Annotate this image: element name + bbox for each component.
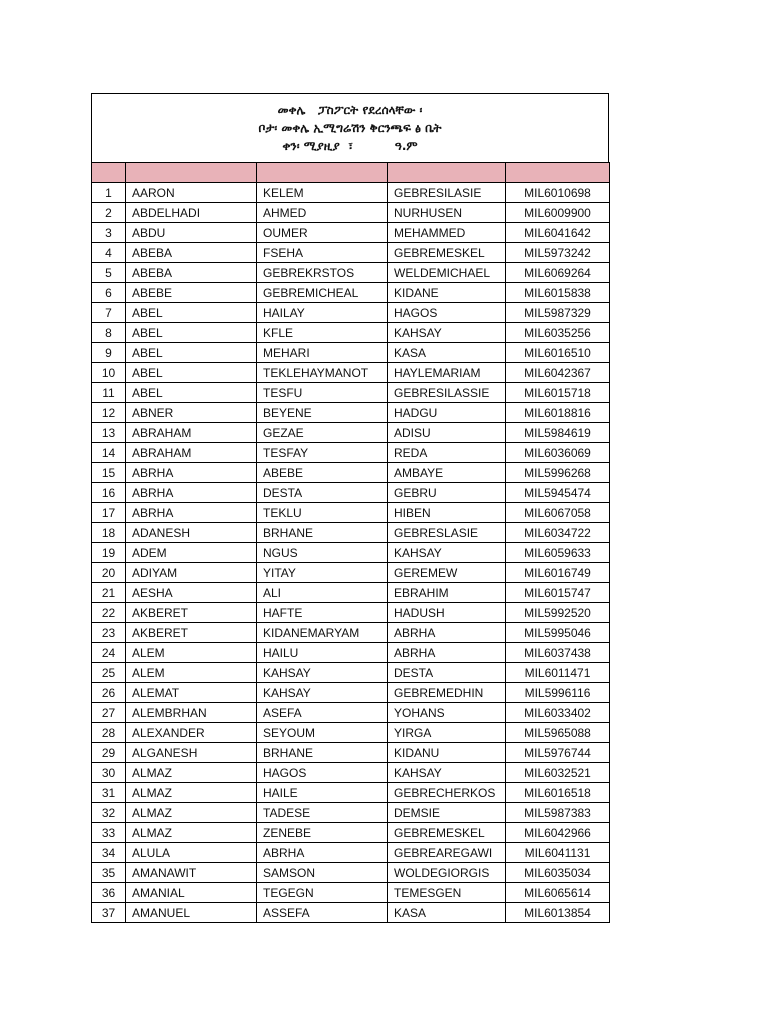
passport-id: MIL6067058 — [506, 503, 610, 523]
passport-id: MIL6009900 — [506, 203, 610, 223]
row-number: 34 — [92, 843, 126, 863]
passport-list-document — [91, 93, 609, 923]
table-row — [92, 863, 610, 883]
passport-id: MIL5996268 — [506, 463, 610, 483]
passport-id: MIL6032521 — [506, 763, 610, 783]
row-number: 29 — [92, 743, 126, 763]
first-name: ABEBE — [126, 283, 257, 303]
first-name: ABRHA — [126, 463, 257, 483]
table-row — [92, 283, 610, 303]
table-row — [92, 603, 610, 623]
first-name: ALGANESH — [126, 743, 257, 763]
grandfather-name: GEBRESLASIE — [388, 523, 506, 543]
father-name: ASSEFA — [257, 903, 388, 923]
grandfather-name: HAGOS — [388, 303, 506, 323]
passport-id: MIL6065614 — [506, 883, 610, 903]
passport-id: MIL6016510 — [506, 343, 610, 363]
table-row — [92, 523, 610, 543]
passport-id: MIL6015718 — [506, 383, 610, 403]
grandfather-name: WELDEMICHAEL — [388, 263, 506, 283]
father-name: GEZAE — [257, 423, 388, 443]
father-name: TESFU — [257, 383, 388, 403]
first-name: ABNER — [126, 403, 257, 423]
row-number: 8 — [92, 323, 126, 343]
father-name: KELEM — [257, 183, 388, 203]
header-cell — [126, 163, 257, 183]
table-row — [92, 803, 610, 823]
passport-id: MIL6036069 — [506, 443, 610, 463]
row-number: 27 — [92, 703, 126, 723]
father-name: NGUS — [257, 543, 388, 563]
first-name: AMANIAL — [126, 883, 257, 903]
father-name: TEGEGN — [257, 883, 388, 903]
passport-id: MIL6018816 — [506, 403, 610, 423]
row-number: 32 — [92, 803, 126, 823]
father-name: TADESE — [257, 803, 388, 823]
grandfather-name: GEBREMESKEL — [388, 243, 506, 263]
first-name: ADEM — [126, 543, 257, 563]
row-number: 17 — [92, 503, 126, 523]
father-name: GEBREMICHEAL — [257, 283, 388, 303]
father-name: HAILU — [257, 643, 388, 663]
father-name: BEYENE — [257, 403, 388, 423]
table-row — [92, 223, 610, 243]
header-title: መቀሌ ፓስፖርት የደረሰላቸው ፡ — [277, 103, 423, 117]
first-name: ABDU — [126, 223, 257, 243]
first-name: ALEMBRHAN — [126, 703, 257, 723]
row-number: 2 — [92, 203, 126, 223]
grandfather-name: HADUSH — [388, 603, 506, 623]
header-location: ቦታ፡ መቀሌ ኢሚግሬሽን ቅርንጫፍ ፅ ቤት — [258, 121, 442, 135]
header-cell — [506, 163, 610, 183]
table-row — [92, 903, 610, 923]
first-name: AESHA — [126, 583, 257, 603]
table-header-row — [92, 163, 610, 183]
table-row — [92, 883, 610, 903]
first-name: ABEL — [126, 363, 257, 383]
table-row — [92, 763, 610, 783]
father-name: FSEHA — [257, 243, 388, 263]
father-name: AHMED — [257, 203, 388, 223]
passport-id: MIL5976744 — [506, 743, 610, 763]
father-name: TEKLEHAYMANOT — [257, 363, 388, 383]
document-header — [91, 93, 609, 162]
grandfather-name: GEBRECHERKOS — [388, 783, 506, 803]
table-row — [92, 583, 610, 603]
first-name: ABRHA — [126, 483, 257, 503]
row-number: 1 — [92, 183, 126, 203]
table-row — [92, 383, 610, 403]
recipients-table — [91, 162, 610, 923]
grandfather-name: GEBRESILASIE — [388, 183, 506, 203]
passport-id: MIL6035034 — [506, 863, 610, 883]
first-name: ALEM — [126, 643, 257, 663]
grandfather-name: ABRHA — [388, 643, 506, 663]
grandfather-name: DESTA — [388, 663, 506, 683]
passport-id: MIL6010698 — [506, 183, 610, 203]
first-name: ABDELHADI — [126, 203, 257, 223]
first-name: ADIYAM — [126, 563, 257, 583]
father-name: YITAY — [257, 563, 388, 583]
row-number: 28 — [92, 723, 126, 743]
first-name: ALEM — [126, 663, 257, 683]
grandfather-name: ABRHA — [388, 623, 506, 643]
father-name: HAFTE — [257, 603, 388, 623]
father-name: HAILAY — [257, 303, 388, 323]
grandfather-name: KAHSAY — [388, 763, 506, 783]
grandfather-name: TEMESGEN — [388, 883, 506, 903]
passport-id: MIL5987329 — [506, 303, 610, 323]
row-number: 19 — [92, 543, 126, 563]
table-row — [92, 363, 610, 383]
first-name: ABRAHAM — [126, 443, 257, 463]
father-name: DESTA — [257, 483, 388, 503]
table-row — [92, 323, 610, 343]
passport-id: MIL6035256 — [506, 323, 610, 343]
grandfather-name: GEBREAREGAWI — [388, 843, 506, 863]
passport-id: MIL5984619 — [506, 423, 610, 443]
grandfather-name: GEBRESILASSIE — [388, 383, 506, 403]
first-name: ABEL — [126, 343, 257, 363]
first-name: ALMAZ — [126, 803, 257, 823]
table-row — [92, 683, 610, 703]
passport-id: MIL5996116 — [506, 683, 610, 703]
row-number: 16 — [92, 483, 126, 503]
father-name: BRHANE — [257, 523, 388, 543]
table-row — [92, 403, 610, 423]
row-number: 12 — [92, 403, 126, 423]
row-number: 10 — [92, 363, 126, 383]
table-row — [92, 703, 610, 723]
father-name: ABEBE — [257, 463, 388, 483]
grandfather-name: ADISU — [388, 423, 506, 443]
passport-id: MIL6069264 — [506, 263, 610, 283]
row-number: 9 — [92, 343, 126, 363]
first-name: AARON — [126, 183, 257, 203]
table-row — [92, 843, 610, 863]
row-number: 18 — [92, 523, 126, 543]
grandfather-name: HIBEN — [388, 503, 506, 523]
table-row — [92, 503, 610, 523]
father-name: KAHSAY — [257, 683, 388, 703]
row-number: 4 — [92, 243, 126, 263]
passport-id: MIL6041642 — [506, 223, 610, 243]
table-row — [92, 243, 610, 263]
father-name: BRHANE — [257, 743, 388, 763]
grandfather-name: KIDANE — [388, 283, 506, 303]
row-number: 30 — [92, 763, 126, 783]
table-row — [92, 743, 610, 763]
first-name: ALEMAT — [126, 683, 257, 703]
row-number: 31 — [92, 783, 126, 803]
first-name: ADANESH — [126, 523, 257, 543]
father-name: TESFAY — [257, 443, 388, 463]
grandfather-name: EBRAHIM — [388, 583, 506, 603]
grandfather-name: KASA — [388, 903, 506, 923]
table-row — [92, 203, 610, 223]
table-row — [92, 543, 610, 563]
father-name: KAHSAY — [257, 663, 388, 683]
father-name: ASEFA — [257, 703, 388, 723]
passport-id: MIL6015747 — [506, 583, 610, 603]
grandfather-name: DEMSIE — [388, 803, 506, 823]
grandfather-name: KAHSAY — [388, 323, 506, 343]
table-row — [92, 463, 610, 483]
passport-id: MIL6059633 — [506, 543, 610, 563]
father-name: HAILE — [257, 783, 388, 803]
row-number: 35 — [92, 863, 126, 883]
passport-id: MIL5987383 — [506, 803, 610, 823]
table-row — [92, 623, 610, 643]
grandfather-name: MEHAMMED — [388, 223, 506, 243]
father-name: TEKLU — [257, 503, 388, 523]
passport-id: MIL5945474 — [506, 483, 610, 503]
table-row — [92, 723, 610, 743]
row-number: 22 — [92, 603, 126, 623]
grandfather-name: NURHUSEN — [388, 203, 506, 223]
grandfather-name: GEBRU — [388, 483, 506, 503]
father-name: SEYOUM — [257, 723, 388, 743]
father-name: GEBREKRSTOS — [257, 263, 388, 283]
father-name: HAGOS — [257, 763, 388, 783]
row-number: 36 — [92, 883, 126, 903]
grandfather-name: KASA — [388, 343, 506, 363]
passport-id: MIL6042966 — [506, 823, 610, 843]
grandfather-name: WOLDEGIORGIS — [388, 863, 506, 883]
header-cell — [257, 163, 388, 183]
passport-id: MIL6037438 — [506, 643, 610, 663]
grandfather-name: GEBREMEDHIN — [388, 683, 506, 703]
first-name: AMANAWIT — [126, 863, 257, 883]
table-row — [92, 643, 610, 663]
row-number: 21 — [92, 583, 126, 603]
row-number: 20 — [92, 563, 126, 583]
father-name: ALI — [257, 583, 388, 603]
grandfather-name: YIRGA — [388, 723, 506, 743]
passport-id: MIL6013854 — [506, 903, 610, 923]
grandfather-name: GEBREMESKEL — [388, 823, 506, 843]
table-row — [92, 563, 610, 583]
father-name: MEHARI — [257, 343, 388, 363]
grandfather-name: KAHSAY — [388, 543, 506, 563]
row-number: 26 — [92, 683, 126, 703]
first-name: AKBERET — [126, 623, 257, 643]
table-row — [92, 263, 610, 283]
passport-id: MIL6033402 — [506, 703, 610, 723]
father-name: ABRHA — [257, 843, 388, 863]
grandfather-name: HADGU — [388, 403, 506, 423]
passport-id: MIL6034722 — [506, 523, 610, 543]
table-row — [92, 343, 610, 363]
table-row — [92, 183, 610, 203]
first-name: ABEL — [126, 303, 257, 323]
row-number: 24 — [92, 643, 126, 663]
grandfather-name: YOHANS — [388, 703, 506, 723]
row-number: 15 — [92, 463, 126, 483]
passport-id: MIL6015838 — [506, 283, 610, 303]
header-date: ቀን፡ ሚያዚያ ፣ ዓ.ም — [282, 139, 418, 153]
grandfather-name: GEREMEW — [388, 563, 506, 583]
grandfather-name: AMBAYE — [388, 463, 506, 483]
header-cell — [92, 163, 126, 183]
header-cell — [388, 163, 506, 183]
first-name: AKBERET — [126, 603, 257, 623]
row-number: 5 — [92, 263, 126, 283]
row-number: 33 — [92, 823, 126, 843]
row-number: 7 — [92, 303, 126, 323]
passport-id: MIL5973242 — [506, 243, 610, 263]
first-name: ABEBA — [126, 243, 257, 263]
first-name: ABEL — [126, 323, 257, 343]
table-row — [92, 823, 610, 843]
father-name: ZENEBE — [257, 823, 388, 843]
grandfather-name: REDA — [388, 443, 506, 463]
row-number: 13 — [92, 423, 126, 443]
first-name: ABEL — [126, 383, 257, 403]
table-row — [92, 783, 610, 803]
row-number: 14 — [92, 443, 126, 463]
row-number: 25 — [92, 663, 126, 683]
passport-id: MIL6016518 — [506, 783, 610, 803]
table-row — [92, 663, 610, 683]
first-name: ALMAZ — [126, 763, 257, 783]
passport-id: MIL6042367 — [506, 363, 610, 383]
grandfather-name: KIDANU — [388, 743, 506, 763]
first-name: ABEBA — [126, 263, 257, 283]
first-name: ALULA — [126, 843, 257, 863]
passport-id: MIL6041131 — [506, 843, 610, 863]
grandfather-name: HAYLEMARIAM — [388, 363, 506, 383]
passport-id: MIL5995046 — [506, 623, 610, 643]
row-number: 3 — [92, 223, 126, 243]
table-row — [92, 443, 610, 463]
father-name: SAMSON — [257, 863, 388, 883]
passport-id: MIL5965088 — [506, 723, 610, 743]
row-number: 6 — [92, 283, 126, 303]
first-name: ALEXANDER — [126, 723, 257, 743]
first-name: AMANUEL — [126, 903, 257, 923]
passport-id: MIL5992520 — [506, 603, 610, 623]
first-name: ALMAZ — [126, 823, 257, 843]
table-row — [92, 483, 610, 503]
father-name: KFLE — [257, 323, 388, 343]
row-number: 23 — [92, 623, 126, 643]
row-number: 37 — [92, 903, 126, 923]
father-name: KIDANEMARYAM — [257, 623, 388, 643]
table-row — [92, 423, 610, 443]
row-number: 11 — [92, 383, 126, 403]
first-name: ALMAZ — [126, 783, 257, 803]
passport-id: MIL6011471 — [506, 663, 610, 683]
father-name: OUMER — [257, 223, 388, 243]
first-name: ABRHA — [126, 503, 257, 523]
first-name: ABRAHAM — [126, 423, 257, 443]
table-row — [92, 303, 610, 323]
passport-id: MIL6016749 — [506, 563, 610, 583]
